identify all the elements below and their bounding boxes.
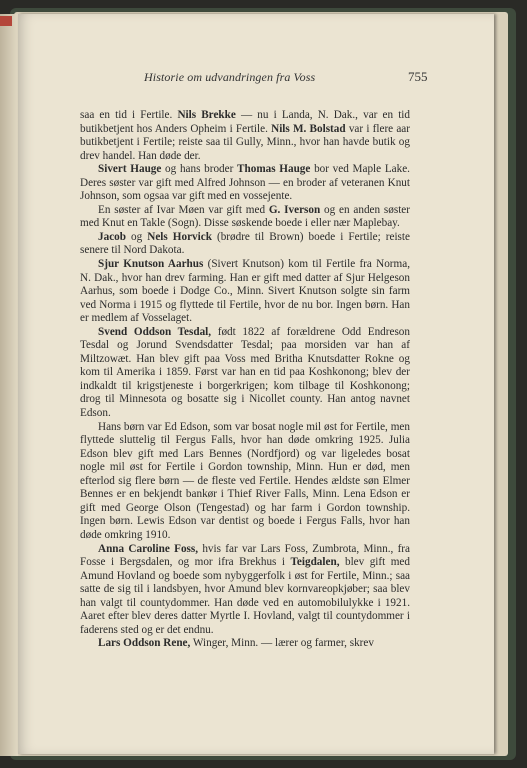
bold-name: Jacob <box>98 230 126 243</box>
bold-name: Nels Horvick <box>147 230 212 243</box>
text-segment: blev gift med Amund Hovland og boede som nybyggerfolk i øst for Fertile, Minn.; saa satte de sig til i landsbyen, hvor Amund blev kornvareopkjøber; saa blev han valgt til countydommer. Han døde ved en automobilulykke i 1921. Aaret efter blev deres datter Myrtle I. Hovland, valgt til countydommer i faderens sted og er det endnu. <box>80 556 410 636</box>
page-number: 755 <box>408 69 428 84</box>
bold-name: Sivert Hauge <box>98 163 162 176</box>
bold-name: G. Iverson <box>268 203 321 216</box>
previous-page-edge <box>0 14 18 756</box>
bold-name: Thomas Hauge <box>237 163 311 176</box>
paragraph <box>80 543 410 638</box>
text-segment: bor ved Maple Lake. Deres søster var gift med Alfred Johnson — en broder af veteranen Knut Johnson, som ogsaa var gift med en vossejente. <box>80 163 410 203</box>
bold-name: Svend Oddson Tesdal, <box>98 325 212 338</box>
book-page <box>18 14 494 754</box>
text-segment: En søster af Ivar Møen var gift med <box>98 203 269 216</box>
paragraph <box>80 258 410 326</box>
text-segment: — nu i Landa, N. Dak., var en tid butikbetjent hos Anders Opheim i Fertile. <box>80 109 411 135</box>
text-segment: (brødre til Brown) boede i Fertile; reiste senere til Nord Dakota. <box>80 230 410 257</box>
bold-name: Nils M. Bolstad <box>271 122 346 135</box>
bookmark-ribbon <box>0 16 12 26</box>
text-segment: hvis far var Lars Foss, Zumbrota, Minn., fra Fosse i Bergsdalen, og mor ifra Brekhus i <box>80 542 411 569</box>
paragraph <box>80 204 410 231</box>
text-segment: født 1822 af forældrene Odd Endreson Tesdal og Jorund Svendsdatter Tesdal; paa morsiden var han af Miltzowæt. Han blev gift paa Voss med Britha Knutsdatter Rokne og kom til Amerika i 1859. Først var han en tid paa Koshkonong; blev der indkaldt til krigstjeneste i borgerkrigen; kom tilbage til Koshkonong; drog til Minnesota og bosatte sig i Nicollet county. Han antog navnet Edson. <box>80 325 410 420</box>
page-body-text <box>80 109 410 651</box>
bold-name: Teigdalen, <box>290 556 340 569</box>
text-segment: og hans broder <box>161 163 238 176</box>
bold-name: Sjur Knutson Aarhus <box>98 258 204 271</box>
text-segment: og <box>125 230 148 243</box>
page-header <box>18 66 494 86</box>
bold-name: Anna Caroline Foss, <box>98 542 199 555</box>
paragraph <box>80 637 410 651</box>
bold-name: Nils Brekke <box>177 109 236 121</box>
text-segment: og en anden søster med Knut en Takle (Sogn). Disse søskende boede i eller nær Maplebay. <box>80 203 410 230</box>
running-title: Historie om udvandringen fra Voss <box>144 70 316 84</box>
text-segment: Winger, Minn. — lærer og farmer, skrev <box>190 637 374 650</box>
paragraph <box>80 109 410 163</box>
paragraph <box>80 163 410 204</box>
paragraph <box>80 231 410 258</box>
text-segment: Hans børn var Ed Edson, som var bosat nogle mil øst for Fertile, men flyttede sluttelig til Fergus Falls, hvor han døde omkring 1925. Julia Edson blev gift med Lars Bennes (Nordfjord) og var ligeledes bosat nogle mil øst for Fertile i Gordon township, Minn. Hun er død, men efterlod sig flere børn — de fleste ved Fertile. Hendes ældste søn Elmer Bennes er en bekjendt bankør i Thief River Falls, Minn. Lena Edson er gift med George Olson (Tengestad) og har farm i Gordon township. Ingen børn. Lewis Edson var dentist og boede i Fergus Falls, hvor han døde omkring 1910. <box>80 420 410 541</box>
bold-name: Lars Oddson Rene, <box>98 637 191 650</box>
text-segment: saa en tid i Fertile. <box>80 109 178 121</box>
paragraph <box>80 421 410 543</box>
text-segment: var i flere aar butikbetjent i Fertile; reiste saa til Gully, Minn., hvor han havde butik og drev handel. Han døde der. <box>80 122 410 162</box>
text-segment: (Sivert Knutson) kom til Fertile fra Norma, N. Dak., hvor han drev farming. Han er gift med datter af Sjur Helgeson Aarhus, som boede i Dodge Co., Minn. Sivert Knutson solgte sin farm ved Norma i 1915 og flyttede til Fertile, hvor de nu bor. Ingen børn. Han er medlem af Vosselaget. <box>80 258 410 325</box>
paragraph <box>80 326 410 421</box>
